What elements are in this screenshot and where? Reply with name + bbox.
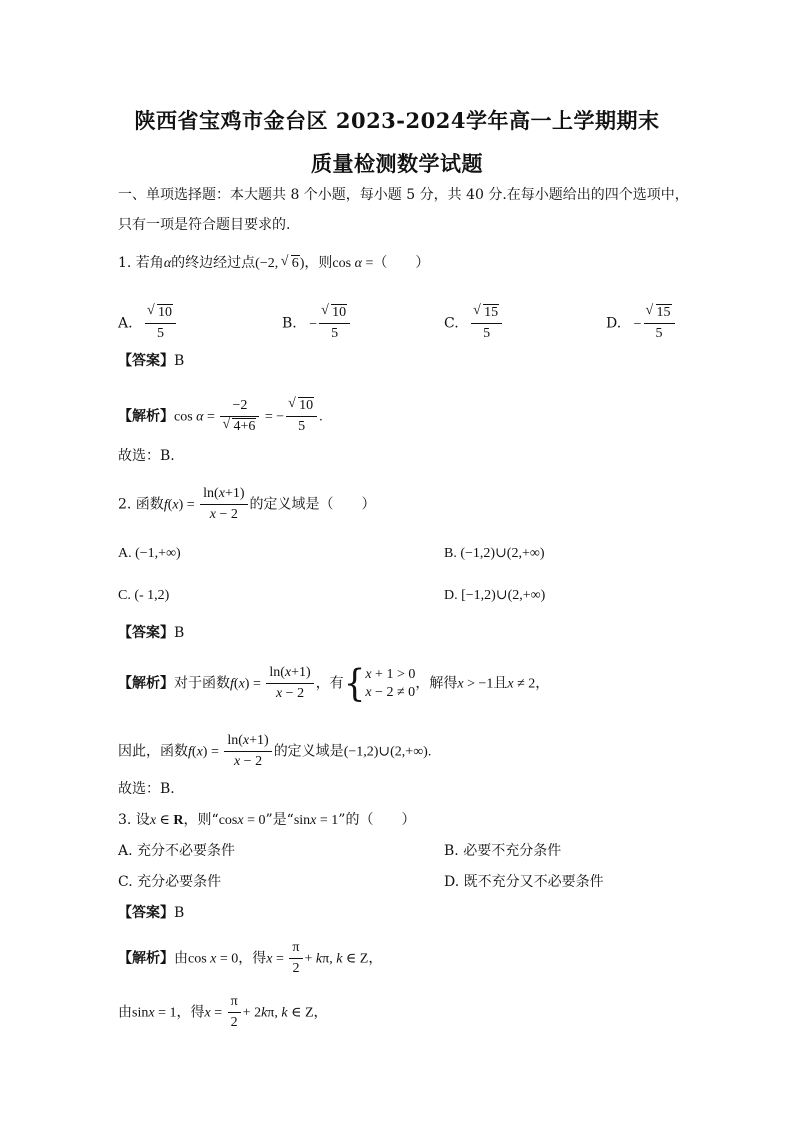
question-1-option-a: A. √ $\frac{10}{5}$ [118, 303, 178, 344]
cos-alpha-expr: cos α = [332, 256, 374, 271]
question-1-analysis: 【解析】cos α = −2 √ 4+6 = − √ $\frac{10}{5}$ . [118, 396, 323, 437]
question-2-option-a: A. (−1,+∞) [118, 546, 181, 561]
question-2-option-c: C. (- 1,2) [118, 588, 170, 603]
question-3-option-c: C. 充分必要条件 [118, 874, 222, 890]
question-2-option-b: B. (−1,2)∪(2,+∞) [444, 546, 545, 561]
question-2-stem: 2. 函数f(x) = $\frac{\ln(x+1)}{x - 2}$ 的定义域是（ ） [118, 486, 376, 522]
point-coordinates: (−2, √ 6) [255, 256, 304, 271]
question-3-answer: 【答案】B [118, 905, 185, 921]
question-3-analysis-line2: 由sinx = 1，得x = $\frac{\pi}{2}$ + 2kπ, k ∈ Z， [118, 994, 328, 1030]
document-title-line2: 质量检测数学试题 [311, 151, 483, 176]
alpha-symbol: α [163, 256, 172, 271]
question-1-option-c: C. √ $\frac{15}{5}$ [444, 303, 504, 344]
question-3-analysis: 【解析】由cos x = 0，得x = $\frac{\pi}{2}$ + kπ, k ∈ Z， [118, 940, 383, 976]
question-1-option-b: B. − √ $\frac{10}{5}$ [282, 303, 352, 344]
question-2-therefore: 因此，函数f(x) = $\frac{\ln(x+1)}{x - 2}$ 的定义域是(−1,2)∪(2,+∞). [118, 733, 432, 769]
section-instructions-line1: 一、单项选择题：本大题共 8 个小题，每小题 5 分，共 40 分.在每小题给出的四个选项中， [118, 187, 689, 203]
question-2-conclusion: 故选：B. [118, 781, 175, 797]
question-3-stem: 3. 设x ∈ R，则“cosx = 0”是“sinx = 1”的（ ） [118, 812, 416, 828]
question-1-option-d: D. − √ $\frac{15}{5}$ [606, 303, 677, 344]
question-3-option-a: A. 充分不必要条件 [118, 843, 236, 859]
question-2-answer: 【答案】B [118, 625, 185, 641]
question-1-conclusion: 故选：B. [118, 448, 175, 464]
system-brace: { [343, 661, 366, 706]
question-1-answer: 【答案】B [118, 353, 185, 369]
document-title-line1: 陕西省宝鸡市金台区 2023-2024学年高一上学期期末 [134, 108, 660, 133]
question-3-option-d: D. 既不充分又不必要条件 [444, 874, 604, 890]
question-2-option-d: D. [−1,2)∪(2,+∞) [444, 588, 546, 603]
question-2-analysis: 【解析】对于函数f(x) = $\frac{\ln(x+1)}{x - 2}$ ，有{ x + 1 > 0 x − 2 ≠ 0 ，解得x > −1且x ≠ 2， [118, 661, 550, 706]
inequality-system: x + 1 > 0 x − 2 ≠ 0 [365, 666, 416, 700]
section-instructions-line2: 只有一项是符合题目要求的. [118, 217, 291, 233]
question-1-stem: 1. 若角α的终边经过点(−2, √ 6)，则cos α =（ ） [118, 254, 429, 273]
question-3-option-b: B. 必要不充分条件 [444, 843, 562, 859]
